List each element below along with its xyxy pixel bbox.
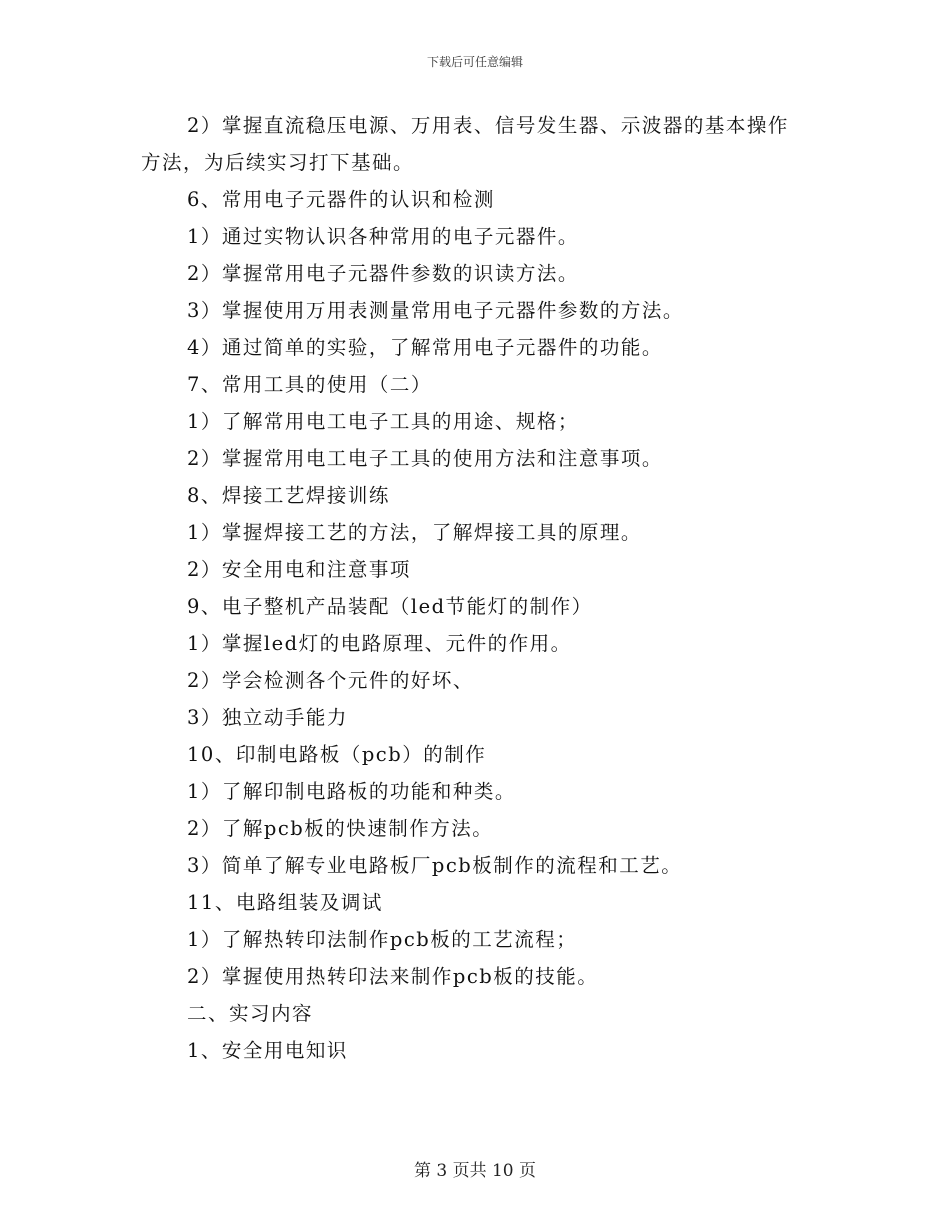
section-heading-6: 6、常用电子元器件的认识和检测 bbox=[187, 188, 495, 211]
list-item: 1）掌握焊接工艺的方法，了解焊接工具的原理。 bbox=[187, 521, 642, 544]
list-item: 2）掌握使用热转印法来制作pcb板的技能。 bbox=[187, 965, 599, 988]
section-heading-1: 1、安全用电知识 bbox=[187, 1039, 348, 1062]
section-heading-8: 8、焊接工艺焊接训练 bbox=[187, 484, 390, 507]
page-header: 下载后可任意编辑 bbox=[426, 55, 523, 69]
page-number-footer: 第 3 页共 10 页 bbox=[413, 1161, 537, 1181]
section-heading-9: 9、电子整机产品装配（led节能灯的制作） bbox=[187, 595, 593, 618]
list-item: 3）掌握使用万用表测量常用电子元器件参数的方法。 bbox=[187, 299, 684, 322]
list-item: 1）掌握led灯的电路原理、元件的作用。 bbox=[187, 632, 572, 655]
paragraph-line-1: 2）掌握直流稳压电源、万用表、信号发生器、示波器的基本操作 bbox=[187, 114, 789, 137]
list-item: 1）了解印制电路板的功能和种类。 bbox=[187, 780, 516, 803]
list-item: 4）通过简单的实验，了解常用电子元器件的功能。 bbox=[187, 336, 663, 359]
list-item: 2）安全用电和注意事项 bbox=[187, 558, 411, 581]
section-heading-10: 10、印制电路板（pcb）的制作 bbox=[187, 743, 487, 766]
list-item: 2）掌握常用电工电子工具的使用方法和注意事项。 bbox=[187, 447, 663, 470]
list-item: 3）简单了解专业电路板厂pcb板制作的流程和工艺。 bbox=[187, 854, 683, 877]
list-item: 1）通过实物认识各种常用的电子元器件。 bbox=[187, 225, 579, 248]
paragraph-line-2: 方法，为后续实习打下基础。 bbox=[141, 151, 415, 174]
list-item: 1）了解常用电工电子工具的用途、规格； bbox=[187, 410, 579, 433]
list-item: 2）掌握常用电子元器件参数的识读方法。 bbox=[187, 262, 579, 285]
chapter-heading: 二、实习内容 bbox=[187, 1002, 314, 1025]
list-item: 3）独立动手能力 bbox=[187, 706, 348, 729]
section-heading-7: 7、常用工具的使用（二） bbox=[187, 373, 432, 396]
list-item: 1）了解热转印法制作pcb板的工艺流程； bbox=[187, 928, 578, 951]
list-item: 2）了解pcb板的快速制作方法。 bbox=[187, 817, 494, 840]
section-heading-11: 11、电路组装及调试 bbox=[187, 891, 383, 914]
list-item: 2）学会检测各个元件的好坏、 bbox=[187, 669, 474, 692]
